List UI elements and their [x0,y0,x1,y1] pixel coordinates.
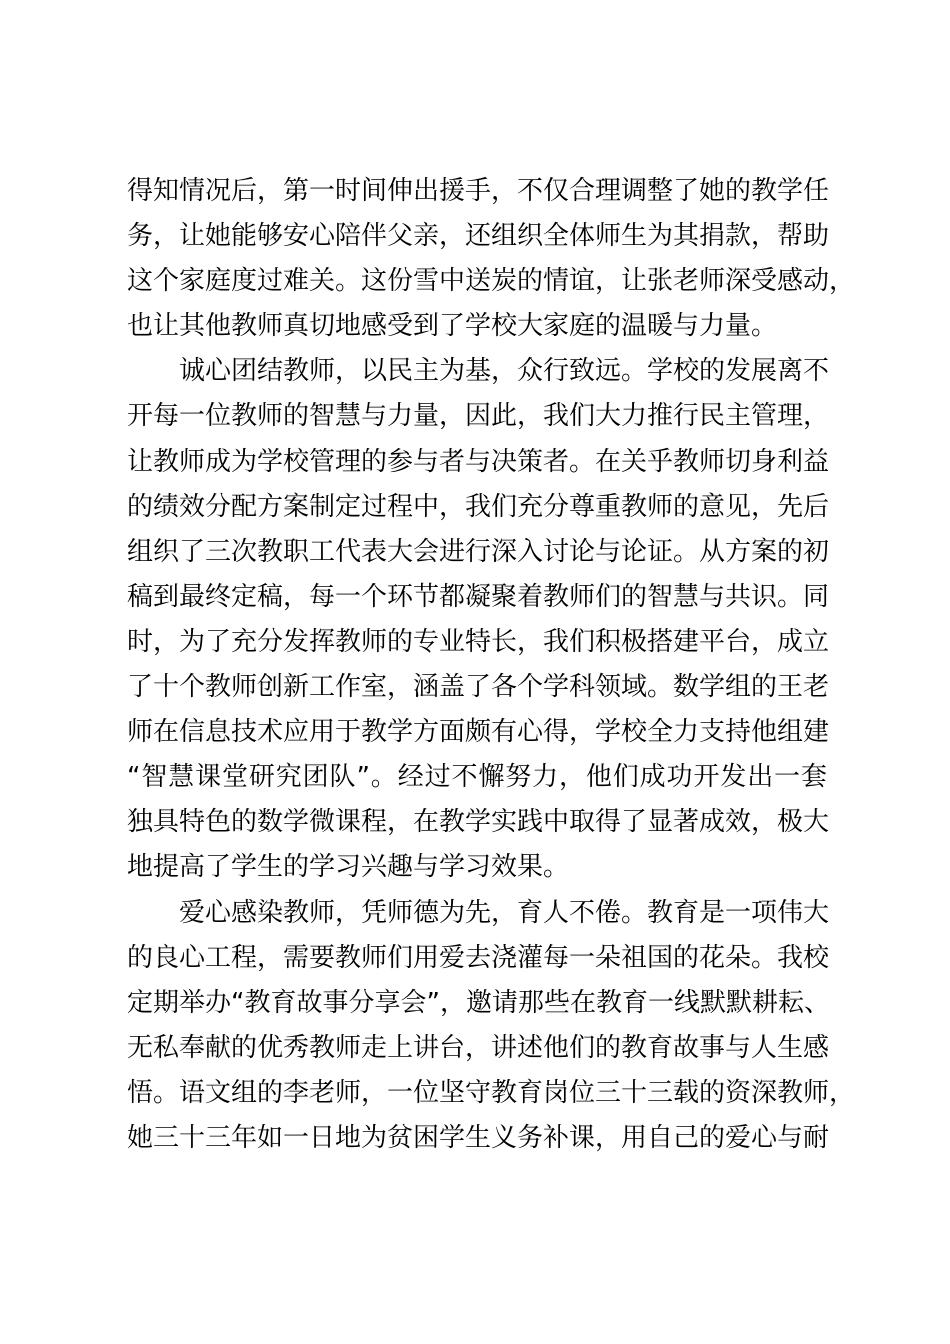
paragraph-line: 的良心工程，需要教师们用爱去浇灌每一朵祖国的花朵。我校 [127,942,830,973]
paragraph-1 [127,169,856,349]
paragraph-line: “智慧课堂研究团队”。经过不懈努力，他们成功开发出一套 [127,762,827,793]
paragraph-line: 定期举办“教育故事分享会”，邀请那些在教育一线默默耕耘、 [127,987,830,1018]
paragraph-line: 的绩效分配方案制定过程中，我们充分尊重教师的意见，先后 [127,491,830,522]
paragraph-line: 悟。语文组的李老师，一位坚守教育岗位三十三载的资深教师， [127,1077,856,1108]
paragraph-line: 得知情况后，第一时间伸出援手，不仅合理调整了她的教学任 [127,176,830,206]
paragraph-line: 独具特色的数学微课程，在教学实践中取得了显著成效，极大 [127,807,830,838]
paragraph-line: 无私奉献的优秀教师走上讲台，讲述他们的教育故事与人生感 [127,1032,830,1063]
paragraph-line: 稿到最终定稿，每一个环节都凝聚着教师们的智慧与共识。同 [127,581,830,612]
paragraph-2 [127,349,830,890]
paragraph-line: 这个家庭度过难关。这份雪中送炭的情谊，让张老师深受感动， [127,266,856,297]
paragraph-first-line: 诚心团结教师，以民主为基，众行致远。学校的发展离不 [179,356,830,387]
paragraph-line: 也让其他教师真切地感受到了学校大家庭的温暖与力量。 [127,311,778,342]
document-body [127,169,856,1161]
paragraph-line: 组织了三次教职工代表大会进行深入讨论与论证。从方案的初 [127,536,830,567]
paragraph-line: 地提高了学生的学习兴趣与学习效果。 [127,852,570,883]
paragraph-line: 了十个教师创新工作室，涵盖了各个学科领域。数学组的王老 [127,672,830,703]
paragraph-first-line: 爱心感染教师，凭师德为先，育人不倦。教育是一项伟大 [179,897,830,928]
paragraph-line: 师在信息技术应用于教学方面颇有心得，学校全力支持他组建 [127,717,830,748]
paragraph-line: 让教师成为学校管理的参与者与决策者。在关乎教师切身利益 [127,446,830,477]
paragraph-line: 务，让她能够安心陪伴父亲，还组织全体师生为其捐款，帮助 [127,221,830,252]
paragraph-line: 时，为了充分发挥教师的专业特长，我们积极搭建平台，成立 [127,626,830,657]
paragraph-line: 她三十三年如一日地为贫困学生义务补课，用自己的爱心与耐 [127,1122,830,1153]
paragraph-line: 开每一位教师的智慧与力量，因此，我们大力推行民主管理， [127,401,830,432]
paragraph-3 [127,891,856,1162]
